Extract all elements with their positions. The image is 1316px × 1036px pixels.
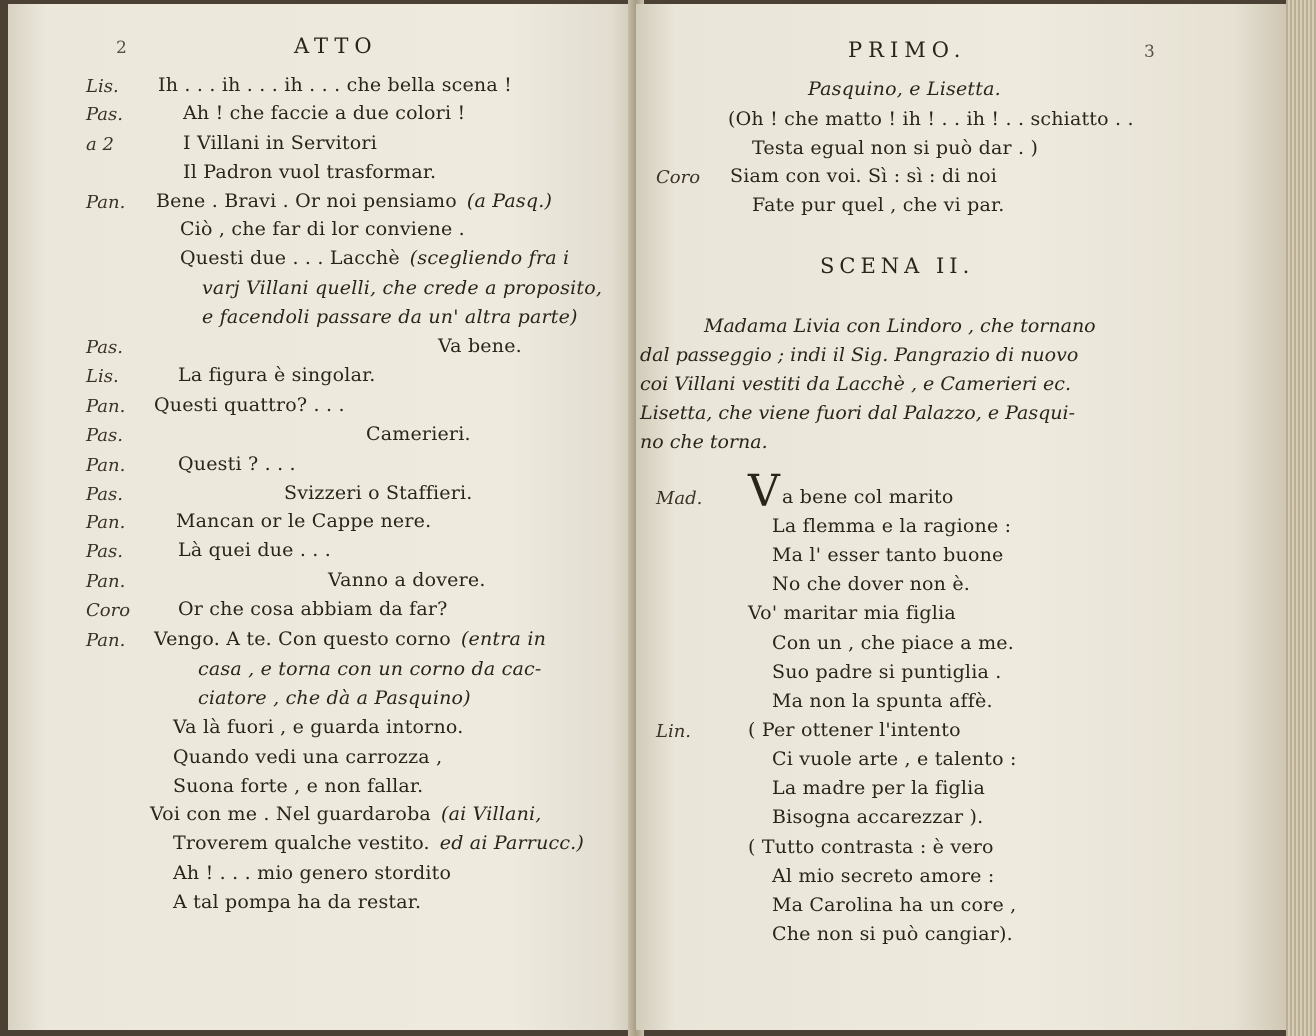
- speaker-label: a 2: [86, 134, 114, 155]
- verse-line: Con un , che piace a me.: [772, 632, 1014, 654]
- stage-direction-line: Lisetta, che viene fuori dal Palazzo, e Pasqui-: [640, 402, 1076, 424]
- verse-line: Ciò , che far di lor conviene .: [180, 218, 465, 240]
- verse-line: Questi due . . . Lacchè: [180, 247, 400, 269]
- drop-cap: V: [748, 466, 780, 517]
- verse-line: Là quei due . . .: [178, 539, 332, 561]
- speaker-label: Lis.: [86, 366, 119, 387]
- speaker-label: Pan.: [86, 455, 126, 476]
- speaker-label: Pas.: [86, 337, 123, 358]
- stage-direction: (ai Villani,: [440, 803, 542, 825]
- verse-line: Bisogna accarezzar ).: [772, 806, 984, 828]
- speaker-label: Pan.: [86, 571, 126, 592]
- speaker-label: Pan.: [86, 512, 126, 533]
- verse-line: Va là fuori , e guarda intorno.: [173, 716, 464, 738]
- verse-line: Ma Carolina ha un core ,: [772, 894, 1017, 916]
- speaker-label: Pas.: [86, 425, 123, 446]
- verse-line: Fate pur quel , che vi par.: [752, 194, 1005, 216]
- stage-direction-line: coi Villani vestiti da Lacchè , e Camerieri ec.: [640, 373, 1071, 395]
- speaker-label: Pan.: [86, 396, 126, 417]
- verse-line: ( Per ottener l'intento: [748, 719, 961, 741]
- character-list: Pasquino, e Lisetta.: [808, 78, 1001, 100]
- verse-line: Ma non la spunta affè.: [772, 690, 993, 712]
- stage-direction: varj Villani quelli, che crede a proposito,: [202, 277, 603, 299]
- left-page: [8, 4, 636, 1030]
- verse-line: Al mio secreto amore :: [772, 865, 995, 887]
- verse-line: No che dover non è.: [772, 573, 971, 595]
- verse-line: Il Padron vuol trasformar.: [183, 161, 437, 183]
- page-number: 3: [1144, 42, 1155, 62]
- verse-line: Ah ! . . . mio genero stordito: [173, 862, 452, 884]
- right-page: [636, 4, 1286, 1030]
- speaker-label: Coro: [86, 600, 131, 621]
- verse-line: Or che cosa abbiam da far?: [178, 598, 448, 620]
- stage-direction: e facendoli passare da un' altra parte): [202, 306, 578, 328]
- verse-line: Ma l' esser tanto buone: [772, 544, 1004, 566]
- stage-direction: ciatore , che dà a Pasquino): [198, 687, 471, 709]
- verse-line: (Oh ! che matto ! ih ! . . ih ! . . schiatto . .: [728, 108, 1134, 130]
- verse-line: La madre per la figlia: [772, 777, 985, 799]
- stage-direction: (entra in: [460, 628, 547, 650]
- speaker-label: Lis.: [86, 76, 119, 97]
- speaker-label: Mad.: [656, 488, 703, 509]
- verse-line: La flemma e la ragione :: [772, 515, 1012, 537]
- verse-line: I Villani in Servitori: [183, 132, 377, 154]
- scene-title: SCENA II.: [820, 254, 975, 278]
- verse-line: Voi con me . Nel guardaroba: [150, 803, 431, 825]
- verse-line: Suona forte , e non fallar.: [173, 775, 424, 797]
- verse-line: Questi ? . . .: [178, 453, 296, 475]
- speaker-label: Pas.: [86, 484, 123, 505]
- verse-line: Troverem qualche vestito.: [173, 832, 430, 854]
- verse-line: Suo padre si puntiglia .: [772, 661, 1002, 683]
- verse-line: Testa egual non si può dar . ): [752, 137, 1039, 159]
- verse-line: Camerieri.: [366, 423, 471, 445]
- verse-line: Vanno a dovere.: [328, 569, 486, 591]
- verse-line: Va bene.: [438, 335, 522, 357]
- stage-direction: ed ai Parrucc.): [439, 832, 585, 854]
- running-head: ATTO: [294, 34, 378, 58]
- verse-line: Bene . Bravi . Or noi pensiamo: [156, 190, 457, 212]
- verse-line: Siam con voi. Sì : sì : di noi: [730, 165, 998, 187]
- verse-line: Svizzeri o Staffieri.: [284, 482, 473, 504]
- verse-line: Ih . . . ih . . . ih . . . che bella scena !: [158, 74, 512, 96]
- verse-line: a bene col marito: [782, 486, 954, 508]
- speaker-label: Pan.: [86, 630, 126, 651]
- verse-line: A tal pompa ha da restar.: [173, 891, 422, 913]
- page-number: 2: [116, 38, 127, 58]
- speaker-label: Coro: [656, 167, 701, 188]
- stage-direction: (a Pasq.): [466, 190, 553, 212]
- verse-line: Questi quattro? . . .: [154, 394, 345, 416]
- verse-line: Quando vedi una carrozza ,: [173, 746, 443, 768]
- speaker-label: Pas.: [86, 541, 123, 562]
- stage-direction-line: Madama Livia con Lindoro , che tornano: [704, 315, 1096, 337]
- stage-direction: (scegliendo fra i: [409, 247, 570, 269]
- speaker-label: Lin.: [656, 721, 692, 742]
- verse-line: Mancan or le Cappe nere.: [176, 510, 432, 532]
- speaker-label: Pan.: [86, 192, 126, 213]
- stage-direction-line: dal passeggio ; indi il Sig. Pangrazio di nuovo: [640, 344, 1079, 366]
- verse-line: ( Tutto contrasta : è vero: [748, 836, 994, 858]
- speaker-label: Pas.: [86, 104, 123, 125]
- stage-direction: casa , e torna con un corno da cac-: [198, 658, 542, 680]
- verse-line: Ah ! che faccie a due colori !: [183, 102, 466, 124]
- verse-line: Che non si può cangiar).: [772, 923, 1013, 945]
- verse-line: Vengo. A te. Con questo corno: [154, 628, 451, 650]
- page-edge: [1286, 0, 1316, 1036]
- verse-line: Vo' maritar mia figlia: [748, 602, 956, 624]
- verse-line: Ci vuole arte , e talento :: [772, 748, 1017, 770]
- running-head: PRIMO.: [848, 38, 967, 62]
- verse-line: La figura è singolar.: [178, 364, 376, 386]
- stage-direction-line: no che torna.: [640, 431, 768, 453]
